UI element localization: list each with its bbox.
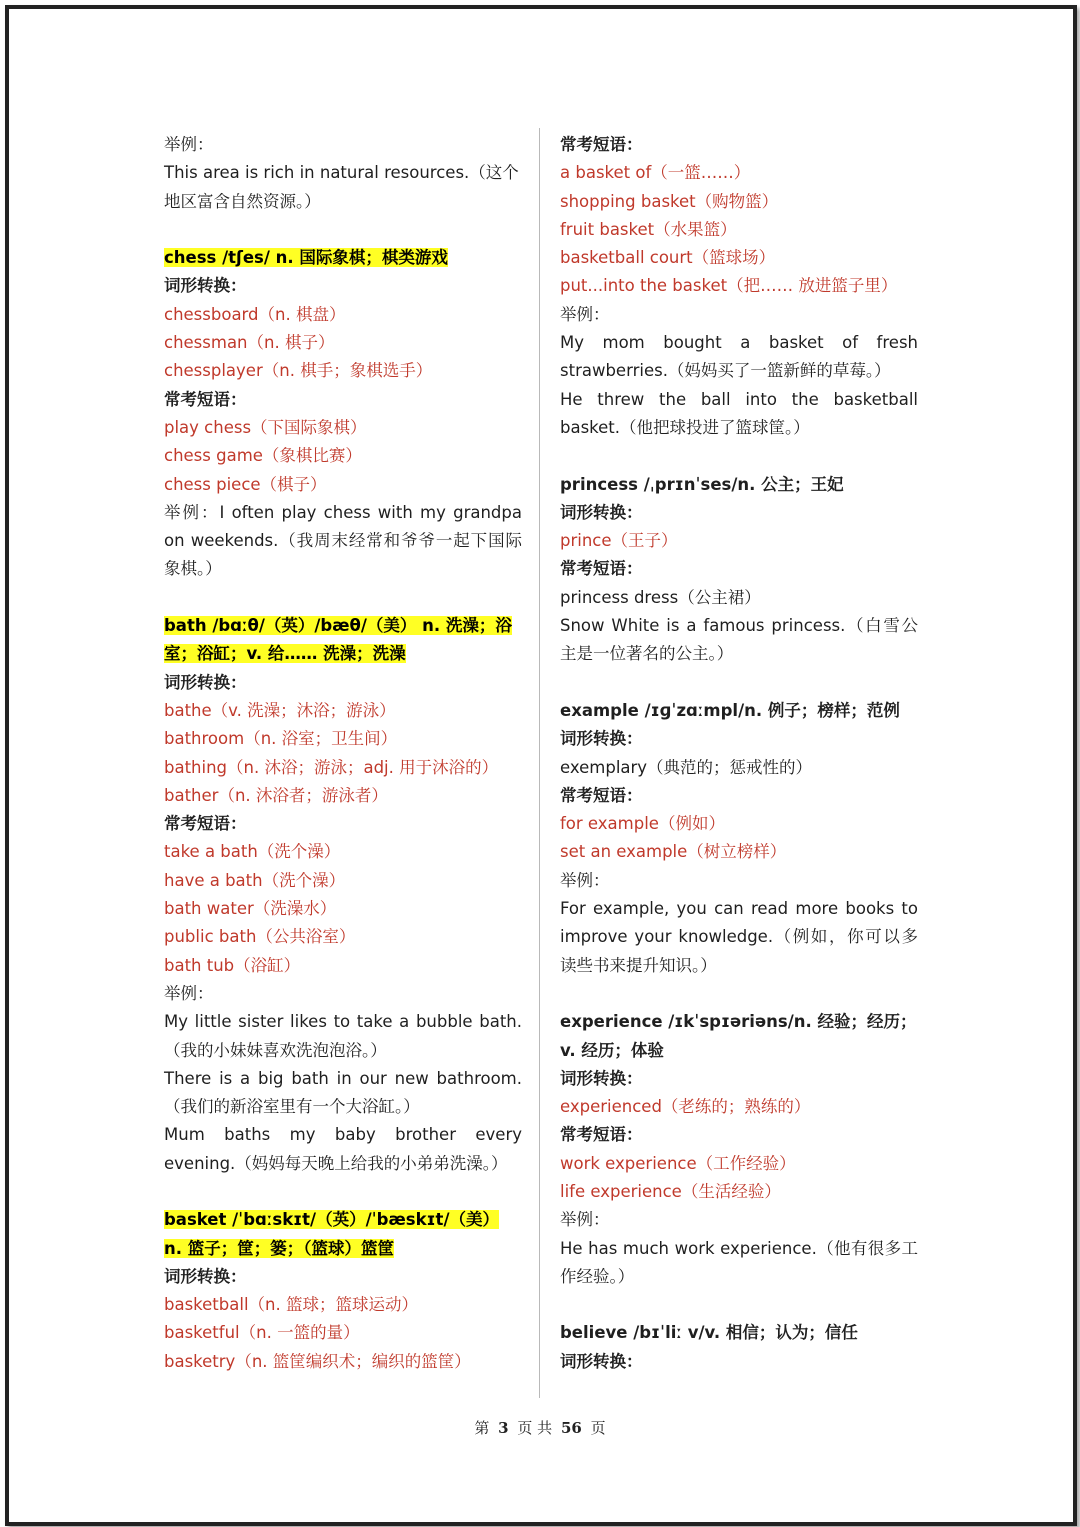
headword-chess: chess /tʃes/ n. 国际象棋；棋类游戏 [164,248,448,268]
forms-label: 词形转换： [560,1068,643,1088]
phrase-item: princess dress（公主裙） [560,587,761,607]
phrase-item: take a bath（洗个澡） [164,842,341,862]
form-item: bathing（n. 沐浴；游泳；adj. 用于沐浴的） [164,757,499,777]
example-label: 举例： [164,983,214,1003]
form-item: basketful（n. 一篮的量） [164,1323,360,1343]
form-item: bathe（v. 洗澡；沐浴；游泳） [164,700,396,720]
forms-label: 词形转换： [560,1351,643,1371]
phrases-label: 常考短语： [560,1125,643,1145]
example-sentence: Mum baths my baby brother every evening.（妈妈每天晚上给我的小弟弟洗澡。） [164,1125,522,1173]
phrase-item: chess piece（棋子） [164,474,327,494]
forms-label: 词形转换： [164,672,247,692]
forms-label: 词形转换： [164,1266,247,1286]
phrases-label: 常考短语： [164,389,247,409]
phrase-item: public bath（公共浴室） [164,927,356,947]
headword-bath: bath /bɑːθ/（英）/bæθ/（美） n. 洗澡；浴室；浴缸；v. 给…… 洗澡；洗澡 [164,616,512,664]
form-item: basketball（n. 篮球；篮球运动） [164,1295,418,1315]
example-sentence: There is a big bath in our new bathroom.（我们的新浴室里有一个大浴缸。） [164,1068,522,1117]
example-block [164,499,522,584]
phrase-item: put...into the basket（把…… 放进篮子里） [560,276,898,296]
example-label: 举例： [560,1210,610,1230]
phrase-item: set an example（树立榜样） [560,842,787,862]
example-label: 举例： [164,135,214,154]
footer-mid: 页 共 [517,1419,553,1437]
forms-label: 词形转换： [560,502,643,522]
example-sentence: For example, you can read more books to improve your knowledge.（例如，你可以多读些书来提升知识。） [560,899,918,975]
phrase-item: have a bath（洗个澡） [164,870,346,890]
headword-experience: experience /ɪkˈspɪəriəns/n. 经验；经历；v. 经历；体验 [560,1012,917,1060]
form-item: prince（王子） [560,531,678,551]
form-item: chessplayer（n. 棋手；象棋选手） [164,361,433,381]
footer-suffix: 页 [590,1419,606,1437]
phrase-item: play chess（下国际象棋） [164,417,367,437]
example-label: 举例： [560,870,610,890]
example-sentence: My mom bought a basket of fresh strawberries.（妈妈买了一篮新鲜的草莓。） [560,333,918,381]
phrase-item: basketball court（篮球场） [560,248,776,268]
page-footer [0,1417,1080,1438]
headword-princess: princess /ˌprɪnˈses/n. 公主；王妃 [560,474,844,494]
current-page-number: 3 [498,1419,509,1437]
example-sentence: I often play chess with my grandpa on weekends.（我周末经常和爷爷一起下国际象棋。） [164,502,522,579]
phrases-label: 常考短语： [164,814,247,834]
phrase-item: a basket of（一篮……） [560,163,751,183]
phrase-item: for example（例如） [560,814,725,834]
example-sentence: My little sister likes to take a bubble bath.（我的小妹妹喜欢洗泡泡浴。） [164,1012,522,1060]
example-sentence: Snow White is a famous princess.（白雪公主是一位著名的公主。） [560,616,918,664]
form-item: basketry（n. 篮筐编织术；编织的篮筐） [164,1351,471,1371]
form-item: bather（n. 沐浴者；游泳者） [164,785,388,805]
example-sentence: This area is rich in natural resources.（这个地区富含自然资源。） [164,163,519,211]
phrase-item: bath tub（浴缸） [164,955,301,975]
form-item: exemplary（典范的；惩戒性的） [560,757,813,777]
phrases-label: 常考短语： [560,135,643,154]
phrase-item: fruit basket（水果篮） [560,219,737,239]
headword-example: example /ɪɡˈzɑːmpl/n. 例子；榜样；范例 [560,700,900,720]
phrase-item: work experience（工作经验） [560,1153,796,1173]
example-label: 举例： [560,304,610,324]
phrase-item: shopping basket（购物篮） [560,191,779,211]
example-label: 举例： [164,502,220,522]
phrase-item: bath water（洗澡水） [164,899,337,919]
forms-label: 词形转换： [560,729,643,749]
total-pages-number: 56 [560,1419,582,1437]
form-item: chessman（n. 棋子） [164,333,335,353]
form-item: bathroom（n. 浴室；卫生间） [164,729,398,749]
headword-believe: believe /bɪˈliː v/v. 相信；认为；信任 [560,1323,858,1343]
footer-prefix: 第 [474,1419,490,1437]
phrase-item: chess game（象棋比赛） [164,446,362,466]
form-item: experienced（老练的；熟练的） [560,1097,811,1117]
forms-label: 词形转换： [164,276,247,296]
example-sentence: He threw the ball into the basketball basket.（他把球投进了篮球筐。） [560,389,918,437]
phrase-item: life experience（生活经验） [560,1181,781,1201]
phrases-label: 常考短语： [560,559,643,579]
example-sentence: He has much work experience.（他有很多工作经验。） [560,1238,918,1286]
phrases-label: 常考短语： [560,785,643,805]
left-column [164,131,522,1376]
headword-basket: basket /ˈbɑːskɪt/（英）/ˈbæskɪt/（美） n. 篮子；筐；篓；（篮球）篮筐 [164,1210,499,1258]
form-item: chessboard（n. 棋盘） [164,304,346,324]
right-column [560,131,918,1376]
column-divider [539,128,540,1398]
